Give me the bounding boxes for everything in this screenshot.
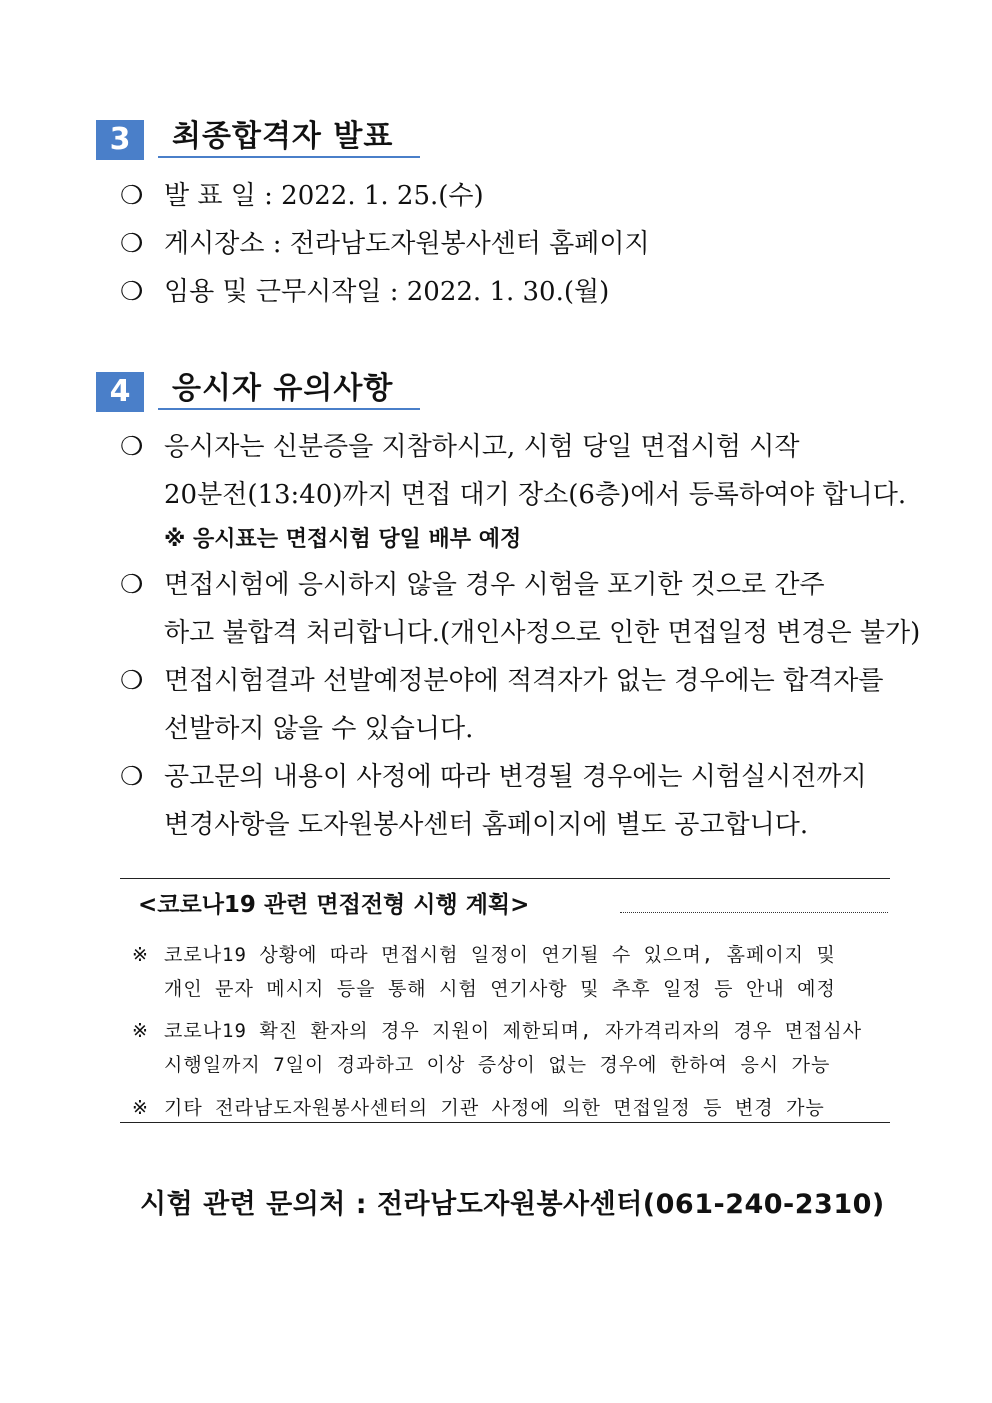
section4-item1-note: ※ 응시표는 면접시험 당일 배부 예정 (164, 527, 522, 552)
section3-item-start (120, 277, 609, 307)
section4-item1 (120, 432, 800, 462)
bullet-icon: ❍ (120, 432, 144, 462)
section4-item4-cont: 변경사항을 도자원봉사센터 홈페이지에 별도 공고합니다. (164, 810, 809, 840)
item-text: 임용 및 근무시작일 : 2022. 1. 30.(월) (164, 277, 610, 307)
item-text: 응시자는 신분증을 지참하시고, 시험 당일 면접시험 시작 (164, 432, 800, 462)
covid-note-2 (132, 1018, 862, 1044)
bullet-icon: ❍ (120, 181, 144, 211)
section4-item3 (120, 666, 883, 696)
reference-mark-icon: ※ (132, 1097, 149, 1119)
section3-title: 최종합격자 발표 (158, 120, 420, 158)
bullet-icon: ❍ (120, 277, 144, 307)
section3-item-date (120, 181, 484, 211)
section3-item-location (120, 229, 650, 259)
covid-box-title-leader (620, 912, 888, 913)
section4-item2 (120, 570, 825, 600)
reference-mark-icon: ※ (132, 1020, 149, 1042)
item-text: 발 표 일 : 2022. 1. 25.(수) (164, 181, 484, 211)
covid-box-top-rule (120, 878, 890, 879)
reference-mark-icon: ※ (132, 944, 149, 966)
section4-item1-cont: 20분전(13:40)까지 면접 대기 장소(6층)에서 등록하여야 합니다. (164, 480, 907, 510)
section4-item3-cont: 선발하지 않을 수 있습니다. (164, 714, 474, 744)
bullet-icon: ❍ (120, 762, 144, 792)
section4-number-badge: 4 (96, 372, 144, 412)
section4-item2-cont: 하고 불합격 처리합니다.(개인사정으로 인한 면접일정 변경은 불가) (164, 618, 921, 648)
covid-box-title: <코로나19 관련 면접전형 시행 계획> (138, 892, 530, 918)
note-text: 기타 전라남도자원봉사센터의 기관 사정에 의한 면접일정 등 변경 가능 (164, 1097, 825, 1119)
covid-note-2-cont: 시행일까지 7일이 경과하고 이상 증상이 없는 경우에 한하여 응시 가능 (164, 1054, 831, 1076)
covid-note-3 (132, 1095, 825, 1121)
contact-info: 시험 관련 문의처 : 전라남도자원봉사센터(061-240-2310) (140, 1189, 885, 1220)
covid-note-1-cont: 개인 문자 메시지 등을 통해 시험 연기사항 및 추후 일정 등 안내 예정 (164, 978, 836, 1000)
bullet-icon: ❍ (120, 666, 144, 696)
item-text: 게시장소 : 전라남도자원봉사센터 홈페이지 (164, 229, 650, 259)
bullet-icon: ❍ (120, 229, 144, 259)
covid-box-bottom-rule (120, 1122, 890, 1123)
section4-title: 응시자 유의사항 (158, 372, 420, 410)
item-text: 면접시험에 응시하지 않을 경우 시험을 포기한 것으로 간주 (164, 570, 825, 600)
bullet-icon: ❍ (120, 570, 144, 600)
note-text: 코로나19 상황에 따라 면접시험 일정이 연기될 수 있으며, 홈페이지 및 (164, 944, 836, 966)
item-text: 면접시험결과 선발예정분야에 적격자가 없는 경우에는 합격자를 (164, 666, 884, 696)
covid-note-1 (132, 942, 836, 968)
section3-number-badge: 3 (96, 120, 144, 160)
item-text: 공고문의 내용이 사정에 따라 변경될 경우에는 시험실시전까지 (164, 762, 867, 792)
note-text: 코로나19 확진 환자의 경우 지원이 제한되며, 자가격리자의 경우 면접심사 (164, 1020, 863, 1042)
section4-item4 (120, 762, 867, 792)
